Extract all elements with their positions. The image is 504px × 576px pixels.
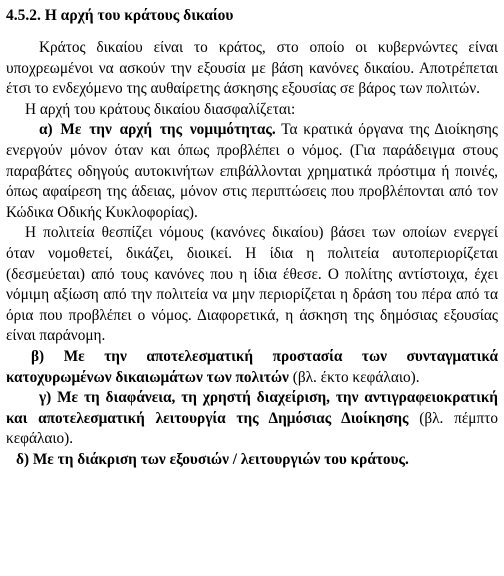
paragraph-legality bbox=[6, 120, 498, 223]
rights-text: (βλ. έκτο κεφάλαιο). bbox=[288, 368, 420, 386]
rights-lead bbox=[6, 348, 498, 386]
paragraph-separation bbox=[6, 450, 498, 471]
section-heading: 4.5.2. Η αρχή του κράτους δικαίου bbox=[6, 7, 234, 24]
legality-text: Τα κρατικά όργανα της Διοίκησης ενεργούν μόνον όταν και όπως προβλέπει ο νόμος. (Για παράδειγμα στους παραβάτες οδηγούς αυτοκινήτων επιβάλλονται χρηματικά πρόστιμα ή ποινές, όπως αφαίρεση της άδειας, μόνον στις περιπτώσεις που προβλέπονται από τον Κώδικα Οδικής Κυκλοφορίας). bbox=[6, 121, 498, 221]
legality-lead: α) Με την αρχή της νομιμότητας. bbox=[39, 121, 276, 139]
paragraph-definition: Κράτος δικαίου είναι το κράτος, στο οποίο οι κυβερνώντες είναι υποχρεωμένοι να ασκούν την εξουσία με βάση κανόνες δικαίου. Αποτρέπεται έτσι το ενδεχόμενο της αυθαίρετης άσκησης εξουσίας σε βάρος των πολιτών. bbox=[6, 39, 498, 98]
rights-lead-text: β) Με την αποτελεσματική προστασία των συνταγματικά κατοχυρωμένων δικαιωμάτων των πολιτών bbox=[6, 347, 498, 386]
paragraph-transparency bbox=[6, 388, 498, 450]
paragraph-state-laws: Η πολιτεία θεσπίζει νόμους (κανόνες δικαίου) βάσει των οποίων ενεργεί όταν νομοθετεί, δικάζει, διοικεί. Η ίδια η πολιτεία αυτοπεριορίζεται (δεσμεύεται) από τους κανόνες που η ίδια έθεσε. Ο πολίτης αντίστοιχα, έχει νόμιμη αξίωση από την πολιτεία να μην περιορίζεται η δράση του πέρα από τα όρια που προβλέπει ο νόμος. Διαφορετικά, η άσκηση της δημόσιας εξουσίας είναι παράνομη. bbox=[6, 224, 498, 345]
paragraph-rights bbox=[6, 347, 498, 388]
document-page bbox=[6, 6, 498, 470]
transparency-lead: γ) Με τη διαφάνεια, τη χρηστή διαχείριση, την αντιγραφειοκρατική και αποτελεσματική λειτουργία της Δημόσιας Διοίκησης bbox=[6, 389, 498, 427]
separation-lead: δ) Με τη διάκριση των εξουσιών / λειτουργιών του κράτους. bbox=[16, 450, 409, 468]
paragraph-intro: Η αρχή του κράτους δικαίου διασφαλίζεται: bbox=[25, 100, 296, 118]
transparency-text: (βλ. πέμπτο κεφάλαιο). bbox=[6, 409, 498, 448]
